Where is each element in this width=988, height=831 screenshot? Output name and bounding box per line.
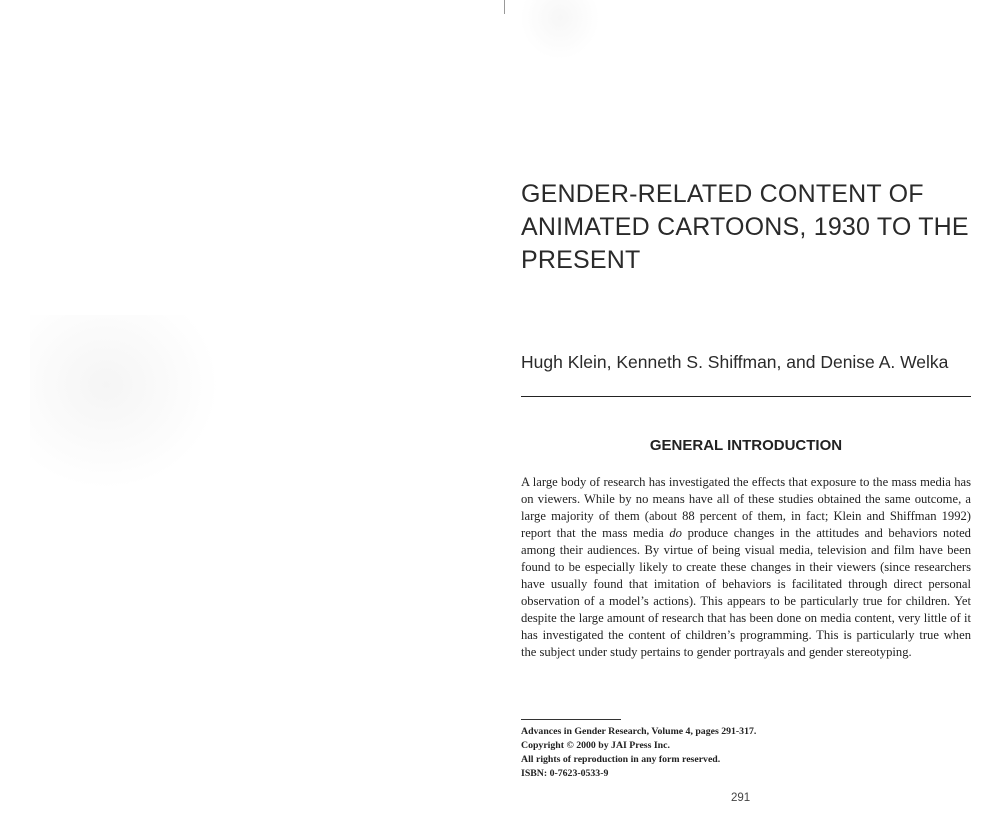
- body-text-emphasis: do: [669, 526, 682, 540]
- article-authors: Hugh Klein, Kenneth S. Shiffman, and Denise A. Welka: [521, 352, 949, 372]
- page-edge-mark: [504, 0, 505, 14]
- footnote-rights: All rights of reproduction in any form reserved.: [521, 754, 721, 765]
- footnote-divider: [521, 719, 621, 720]
- footnote-isbn: ISBN: 0-7623-0533-9: [521, 768, 609, 779]
- page-number: 291: [731, 792, 751, 804]
- body-text-part-1: A large body of research has investigated the effects that exposure to the mass media has on viewers. While by no means have all of these studies obtained the same outcome, a large majority of them (about 88 percent of them, in fact; Klein and Shiffman 1992) report that the mass media: [521, 475, 971, 540]
- footnote: [521, 725, 921, 781]
- body-paragraph: [521, 474, 971, 661]
- scan-artifact: [30, 315, 220, 490]
- scan-artifact-top: [520, 0, 600, 60]
- footnote-citation: Advances in Gender Research, Volume 4, pages 291-317.: [521, 726, 757, 737]
- title-divider: [521, 396, 971, 397]
- article-title: GENDER-RELATED CONTENT OF ANIMATED CARTOONS, 1930 TO THE PRESENT: [521, 180, 969, 274]
- footnote-copyright: Copyright © 2000 by JAI Press Inc.: [521, 740, 670, 751]
- body-text-part-2: produce changes in the attitudes and behaviors noted among their audiences. By virtue of being visual media, television and film have been found to be especially likely to create these changes in their viewers (since researchers have usually found that imitation of behaviors is facilitated through direct personal observation of a model’s actions). This appears to be particularly true for children. Yet despite the large amount of research that has been done on media content, very little of it has investigated the content of children’s programming. This is particularly true when the subject under study pertains to gender portrayals and gender stereotyping.: [521, 526, 971, 659]
- section-heading: GENERAL INTRODUCTION: [649, 437, 843, 454]
